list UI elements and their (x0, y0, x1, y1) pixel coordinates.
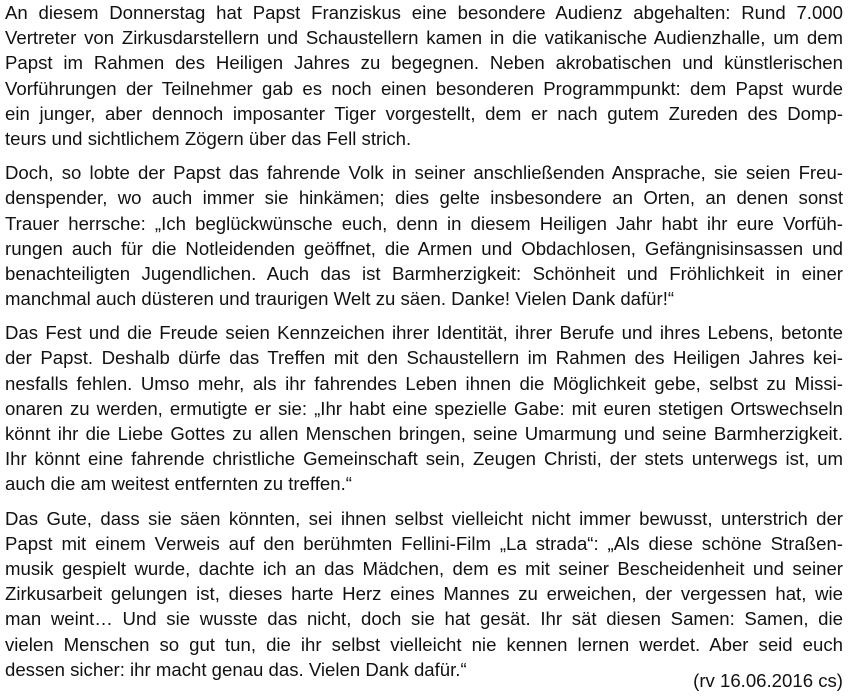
paragraph-line: benachteiligten Jugendlichen. Auch das ist Barmherzigkeit: Schönheit und Fröhlichkeit in einer (5, 262, 843, 284)
paragraph-line: man weint… Und sie wusste das nicht, doch sie hat gesät. Ihr sät diesen Samen: Samen, die (5, 608, 843, 630)
paragraph-line: vielen Menschen so gut tun, die ihr selbst vielleicht nie kennen lernen werdet. Aber seid euch (5, 633, 843, 655)
paragraph-line: dessen sicher: ihr macht genau das. Vielen Dank dafür.“ (5, 658, 467, 680)
paragraph-line: Vertreter von Zirkusdarstellern und Schaustellern kamen in die vatikanische Audienzhalle, um dem (5, 27, 843, 49)
paragraph-line: Trauer herrsche: „Ich beglückwünsche euch, denn in diesem Heiligen Jahr habt ihr eure Vorfüh- (5, 212, 843, 234)
paragraph-line: onaren zu werden, ermutigte er sie: „Ihr habt eine spezielle Gabe: mit euren stetigen Ortswechseln (5, 397, 843, 419)
paragraph-line: Papst mit einem Verweis auf den berühmten Fellini-Film „La strada“: „Als diese schöne Straßen- (5, 532, 843, 554)
paragraph-line: Zirkusarbeit gelungen ist, dieses harte Herz eines Mannes zu erweichen, der vergessen hat, wie (5, 583, 843, 605)
paragraph-line: An diesem Donnerstag hat Papst Franziskus eine besondere Audienz abgehalten: Rund 7.000 (5, 2, 843, 23)
paragraph-line: teurs und sichtlichem Zögern über das Fell strich. (5, 127, 412, 149)
paragraph-line: Ihr könnt eine fahrende christliche Gemeinschaft sein, Zeugen Christi, der stets unterwegs ist, um (5, 448, 843, 470)
paragraph-4 (5, 506, 843, 682)
paragraph-line: der Papst. Deshalb dürfe das Treffen mit den Schaustellern im Rahmen des Heiligen Jahres kei- (5, 347, 843, 369)
paragraph-line: Papst im Rahmen des Heiligen Jahres zu begegnen. Neben akrobatischen und künstlerischen (5, 52, 843, 74)
paragraph-line: Vorführungen der Teilnehmer gab es noch einen besonderen Programmpunkt: dem Papst wurde (5, 77, 843, 99)
paragraph-line: manchmal auch düsteren und traurigen Welt zu säen. Danke! Vielen Dank dafür!“ (5, 288, 675, 310)
paragraph-line: denspender, wo auch immer sie hinkämen; dies gelte insbesondere an Orten, an denen sonst (5, 187, 843, 209)
paragraph-1 (5, 0, 843, 151)
paragraph-line: auch die am weitest entfernten zu treffen.“ (5, 473, 352, 495)
article-body (5, 0, 843, 691)
paragraph-line: musik gespielt wurde, dachte ich an das Mädchen, dem es mit seiner Bescheidenheit und seiner (5, 557, 843, 579)
paragraph-line: Doch, so lobte der Papst das fahrende Volk in seiner anschließenden Ansprache, sie seien Freu- (5, 162, 843, 184)
paragraph-line: rungen auch für die Notleidenden geöffnet, die Armen und Obdachlosen, Gefängnisinsassen und (5, 237, 843, 259)
paragraph-line: Das Gute, dass sie säen könnten, sei ihnen selbst vielleicht nicht immer bewusst, unterstrich der (5, 507, 843, 529)
paragraph-line: Das Fest und die Freude seien Kennzeichen ihrer Identität, ihrer Berufe und ihres Lebens, betonte (5, 322, 843, 344)
source-attribution: (rv 16.06.2016 cs) (693, 670, 843, 691)
paragraph-2 (5, 160, 843, 311)
paragraph-line: nesfalls fehlen. Umso mehr, als ihr fahrendes Leben ihnen die Möglichkeit gebe, selbst zu Missi- (5, 372, 843, 394)
paragraph-line: ein junger, aber dennoch imposanter Tiger vorgestellt, dem er nach gutem Zureden des Domp- (5, 102, 843, 124)
paragraph-3 (5, 320, 843, 496)
paragraph-line: könnt ihr die Liebe Gottes zu allen Menschen bringen, seine Umarmung und seine Barmherzigkeit. (5, 423, 843, 444)
